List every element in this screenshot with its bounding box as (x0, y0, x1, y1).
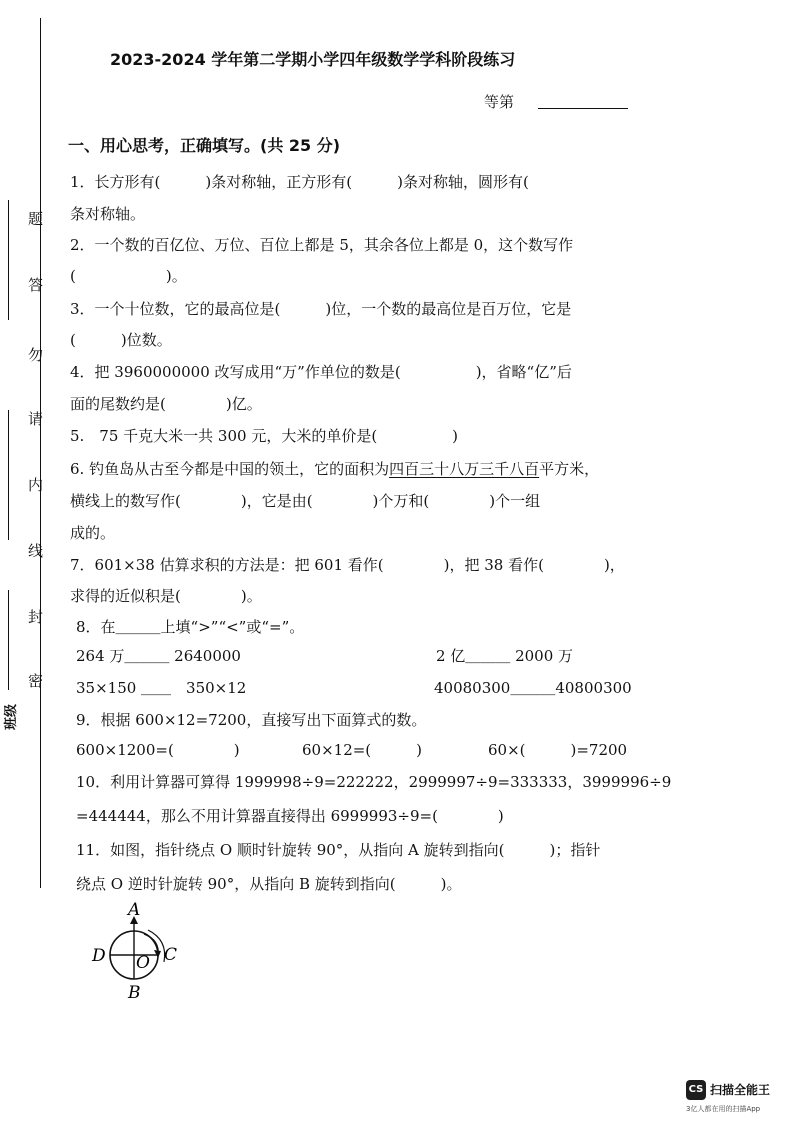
section-heading: 一、用心思考，正确填写。(共 25 分) (68, 136, 341, 155)
q6-line3: 成的。 (70, 524, 116, 542)
label-c: C (164, 945, 178, 965)
q8-compare-b: 2 亿＿＿＿ 2000 万 (436, 647, 574, 665)
q2-line1: 2．一个数的百亿位、万位、百位上都是 5，其余各位上都是 0，这个数写作 (70, 236, 574, 254)
q11-line2: 绕点 O 逆时针旋转 90°，从指向 B 旋转到指向( )。 (76, 875, 462, 893)
scanner-tagline: 3亿人都在用的扫描App (686, 1105, 761, 1113)
exam-title: 2023-2024 学年第二学期小学四年级数学学科阶段练习 (110, 50, 516, 69)
binding-char: 题 (28, 210, 44, 228)
q10-line1: 10．利用计算器可算得 1999998÷9=222222，2999997÷9=333333，3999996÷9 (76, 773, 672, 791)
grade-blank[interactable] (538, 108, 628, 109)
q8-compare-d: 40080300＿＿＿40800300 (434, 679, 632, 697)
binding-char: 线 (28, 542, 44, 560)
class-label: 班级 (4, 703, 19, 730)
q7-line2: 求得的近似积是( )。 (70, 587, 262, 605)
clockwise-arrowhead (154, 950, 161, 958)
label-d: D (92, 946, 106, 966)
q8-compare-a: 264 万＿＿＿ 2640000 (76, 647, 241, 665)
rotation-diagram (88, 900, 188, 1008)
q6-line2: 横线上的数写作( )，它是由( )个万和( )个一组 (70, 492, 541, 510)
q9-calc-b: 60×12=( ) (302, 741, 423, 759)
q9-calc-c: 60×( )=7200 (488, 741, 628, 759)
q6-line1 (70, 459, 599, 479)
q3-line2: ( )位数。 (70, 331, 172, 349)
q6-line1-b: 平方米， (539, 460, 600, 478)
q3-line1: 3．一个十位数，它的最高位是( )位，一个数的最高位是百万位，它是 (70, 300, 572, 318)
binding-char: 密 (28, 672, 44, 690)
q4-line2: 面的尾数约是( )亿。 (70, 395, 262, 413)
q4-line1: 4．把 3960000000 改写成用“万”作单位的数是( )，省略“亿”后 (70, 363, 572, 381)
binding-margin-line (40, 18, 41, 888)
q6-underlined-number: 四百三十八万三千八百 (389, 460, 540, 478)
binding-fill-line (8, 410, 9, 540)
label-b: B (128, 983, 141, 1003)
binding-char: 答 (28, 276, 44, 294)
binding-char: 封 (28, 608, 44, 626)
q8-compare-c: 35×150 ＿＿ 350×12 (76, 679, 247, 697)
label-o: O (136, 953, 150, 973)
q8-heading: 8．在＿＿＿上填“>”“<”或“=”。 (76, 618, 305, 636)
q2-line2: ( )。 (70, 267, 187, 285)
binding-fill-line (8, 590, 9, 690)
q11-line1: 11．如图，指针绕点 O 顺时针旋转 90°，从指向 A 旋转到指向( )；指针 (76, 841, 601, 859)
binding-char: 请 (28, 410, 44, 428)
q1-line1: 1．长方形有( )条对称轴，正方形有( )条对称轴，圆形有( (70, 173, 529, 191)
binding-fill-line (8, 200, 9, 320)
scanner-app-name: 扫描全能王 (710, 1083, 771, 1097)
q9-calc-a: 600×1200=( ) (76, 741, 240, 759)
q9-heading: 9．根据 600×12=7200，直接写出下面算式的数。 (76, 711, 427, 729)
q5-line: 5. 75 千克大米一共 300 元，大米的单价是( ) (70, 427, 459, 445)
q7-line1: 7．601×38 估算求积的方法是：把 601 看作( )，把 38 看作( )， (70, 556, 625, 574)
grade-label: 等第 (484, 93, 515, 111)
binding-char: 内 (28, 476, 44, 494)
q10-line2: =444444，那么不用计算器直接得出 6999993÷9=( ) (76, 807, 504, 825)
q1-line2: 条对称轴。 (70, 205, 146, 223)
label-a: A (128, 900, 141, 920)
q6-line1-a: 6. 钓鱼岛从古至今都是中国的领土，它的面积为 (70, 460, 390, 478)
binding-char: 勿 (28, 346, 44, 364)
scanner-logo-icon: CS (686, 1080, 706, 1100)
